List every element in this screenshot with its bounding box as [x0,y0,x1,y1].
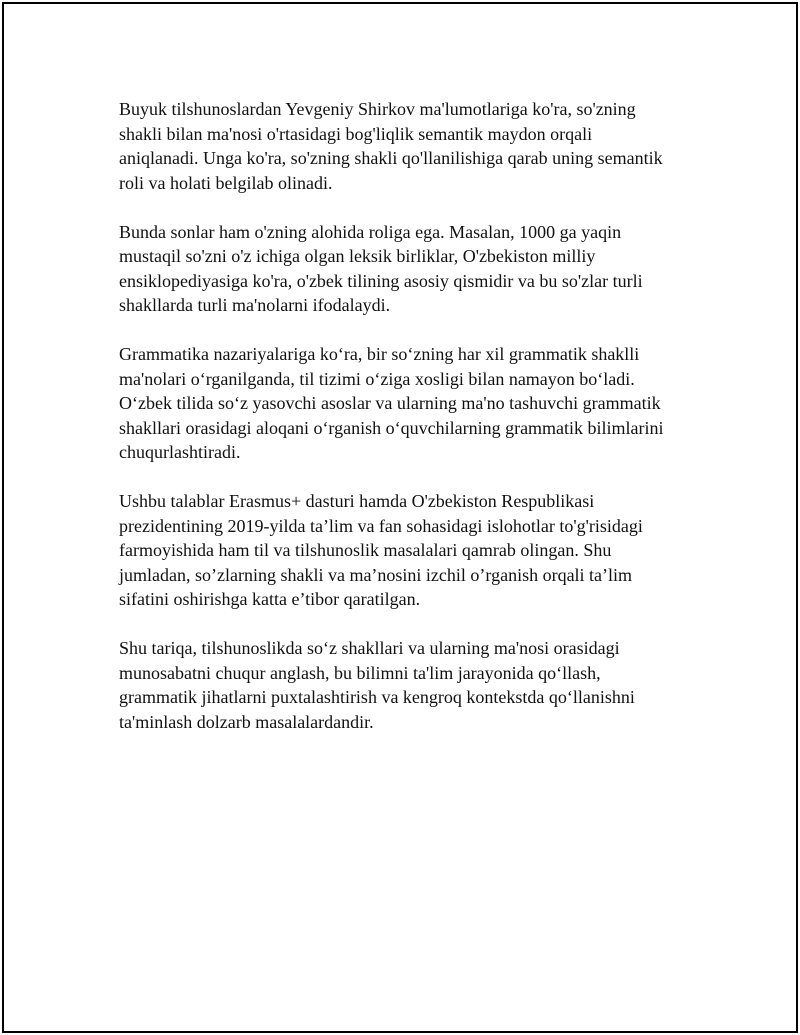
paragraph-line: mustaqil so'zni o'z ichiga olgan leksik birliklar, O'zbekiston milliy [119,246,596,266]
paragraph-line: jumladan, so’zlarning shakli va ma’nosini izchil o’rganish orqali ta’lim [119,564,633,585]
paragraph-line: Ushbu talablar Erasmus+ dasturi hamda O'zbekiston Respublikasi [119,491,595,511]
paragraph-line: Grammatika nazariyalariga ko‘ra, bir so‘zning har xil grammatik shaklli [119,344,640,364]
paragraph-line: Buyuk tilshunoslardan Yevgeniy Shirkov ma'lumotlariga ko'ra, so'zning [119,99,636,119]
paragraph-line: shakli bilan ma'nosi o'rtasidagi bog'liqlik semantik maydon orqali [119,123,593,144]
paragraph-line: sifatini oshirishga katta e’tibor qaratilgan. [119,589,421,609]
paragraph-line: Bunda sonlar ham o'zning alohida roliga ega. Masalan, 1000 ga yaqin [119,221,622,242]
paragraph-line: chuqurlashtiradi. [119,442,241,462]
paragraph-line: roli va holati belgilab olinadi. [119,172,333,193]
paragraph-3 [119,342,699,465]
paragraph-4 [119,489,699,612]
paragraph-line: ensiklopediyasiga ko'ra, o'zbek tilining asosiy qismidir va bu so'zlar turli [119,270,643,291]
paragraph-line: ta'minlash dolzarb masalalardandir. [119,711,374,732]
paragraph-line: shakllarda turli ma'nolarni ifodalaydi. [119,295,391,315]
paragraph-line: munosabatni chuqur anglash, bu bilimni ta'lim jarayonida qo‘llash, [119,662,601,683]
paragraph-line: ma'nolari o‘rganilganda, til tizimi o‘ziga xosligi bilan namayon bo‘ladi. [119,368,635,389]
document-page [2,2,798,1033]
paragraph-line: farmoyishida ham til va tilshunoslik masalalari qamrab olingan. Shu [119,540,612,560]
paragraph-line: grammatik jihatlarni puxtalashtirish va kengroq kontekstda qo‘llanishni [119,687,635,707]
paragraph-line: aniqlanadi. Unga ko'ra, so'zning shakli qo'llanilishiga qarab uning semantik [119,148,663,168]
paragraph-line: shakllari orasidagi aloqani o‘rganish o‘quvchilarning grammatik bilimlarini [119,417,664,438]
paragraph-1 [119,97,699,195]
document-body [119,97,699,759]
paragraph-2 [119,220,699,318]
paragraph-line: O‘zbek tilida so‘z yasovchi asoslar va ularning ma'no tashuvchi grammatik [119,393,661,413]
paragraph-line: Shu tariqa, tilshunoslikda so‘z shakllari va ularning ma'nosi orasidagi [119,638,620,658]
paragraph-5 [119,636,699,734]
paragraph-line: prezidentining 2019-yilda ta’lim va fan sohasidagi islohotlar to'g'risidagi [119,515,643,536]
